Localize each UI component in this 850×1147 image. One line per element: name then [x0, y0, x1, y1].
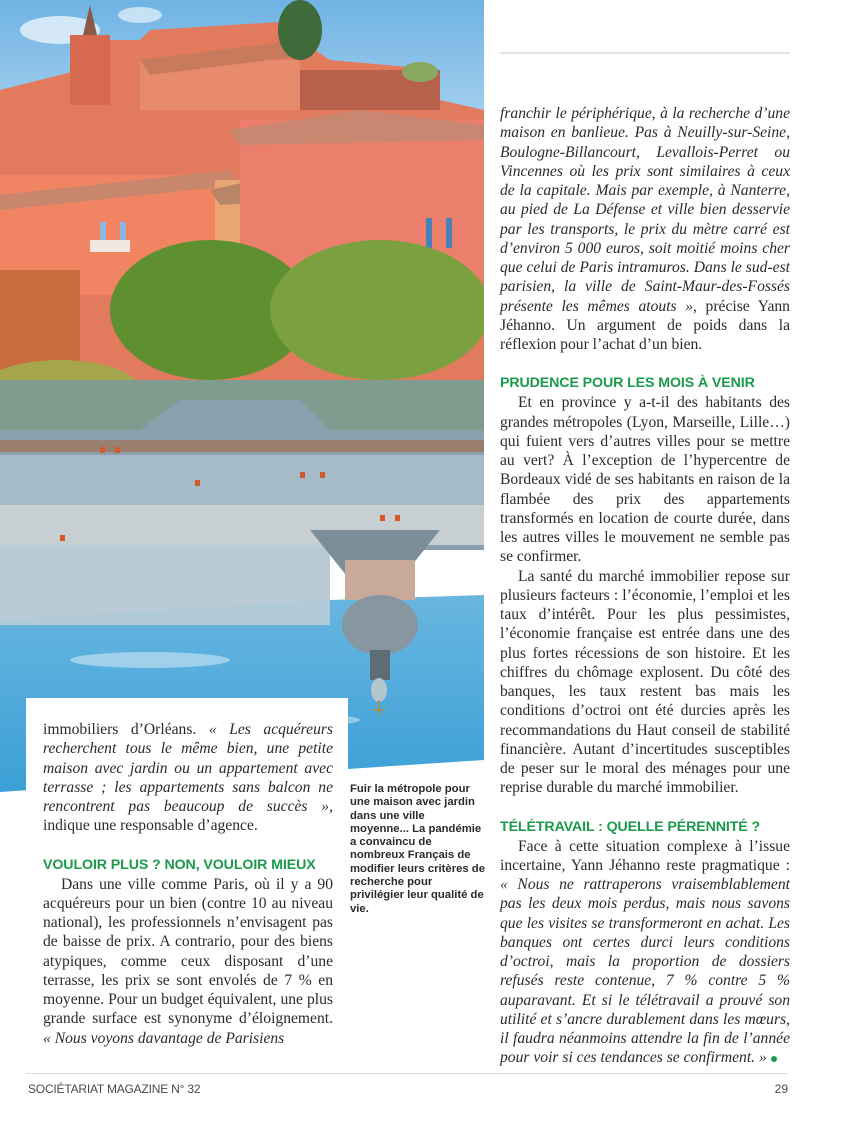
- section-heading: TÉLÉTRAVAIL : QUELLE PÉRENNITÉ ?: [500, 818, 761, 835]
- top-divider: [500, 52, 790, 54]
- page-number: 29: [774, 1082, 788, 1096]
- body-text: Face à cette situation complexe à l’issue incertaine, Yann Jéhanno reste pragmatique :: [500, 837, 790, 874]
- body-text: , indique une responsable d’agence.: [43, 798, 333, 835]
- paragraph: [500, 837, 790, 1068]
- footer-publication: SOCIÉTARIAT MAGAZINE N° 32: [28, 1082, 201, 1096]
- quote-text: « Nous ne rattraperons vraisemblablement pas les deux mois perdus, mais nous savons que les visites se transformeront en achat. Les banques ont certes durci leurs conditions d’octroi, mais la proportion de dossiers refusés reste contenue, 7 % contre 5 % auparavant. Et si le télétravail a prouvé son utilité et s’ancre durablement dans les mœurs, il faudra néanmoins attendre la fin de l’année pour voir si ces tendances se confirment. »: [500, 876, 790, 1067]
- paragraph: La santé du marché immobilier repose sur plusieurs facteurs : l’économie, l’emploi et les taux d’intérêt. Pour les plus pessimistes, l’économie française est entrée dans une des plus fortes récessions de son histoire. Et les chiffres du chômage explosent. Du côté des banques, les taux restent bas mais les conditions d’octroi ont été durcies après les recommandations du Haut conseil de stabilité financière. Autant d’incertitudes susceptibles de peser sur le moral des ménages pour une reprise durable du marché immobilier.: [500, 567, 790, 797]
- paragraph: Et en province y a-t-il des habitants des grandes métropoles (Lyon, Marseille, Lille…) qui fuient vers d’autres villes pour se mettre au vert? À l’exception de l’hypercentre de Bordeaux vidé de ses habitants en raison de la flambée des prix des appartements transformés en location de courte durée, dans les autres villes le mouvement ne semble pas se confirmer.: [500, 394, 790, 566]
- section-heading: VOULOIR PLUS ? NON, VOULOIR MIEUX: [43, 856, 316, 873]
- article-photo: [0, 0, 484, 795]
- quote-text: « Les acquéreurs recherchent tous le même bien, une petite maison avec jardin ou un appartement avec terrasse ; les appartements sans balcon ne rencontrent pas beaucoup de succès »: [43, 721, 333, 815]
- paragraph: [43, 720, 333, 836]
- body-text: , précise Yann Jéhanno. Un argument de poids dans la réflexion pour l’achat d’un bien.: [500, 297, 790, 353]
- quote-text: « Nous voyons davantage de Parisiens: [43, 1029, 285, 1047]
- body-text: immobiliers d’Orléans.: [43, 721, 209, 738]
- paragraph: [43, 875, 333, 1048]
- paragraph: [500, 104, 790, 354]
- body-text: Dans une ville comme Paris, où il y a 90 acquéreurs pour un bien (contre 10 au niveau national), les professionnels n’envisagent pas de baisse de prix. A contrario, pour des biens atypiques, comme ceux disposant d’une terrasse, les prix se sont envolés de 7 % en moyenne. Pour un budget équivalent, une plus grande surface est synonyme d’éloignement.: [43, 875, 333, 1028]
- end-mark-bullet-icon: [771, 1056, 777, 1062]
- right-column: [500, 104, 790, 1068]
- left-column: [43, 720, 333, 1048]
- quote-text: franchir le périphérique, à la recherche d’une maison en banlieue. Pas à Neuilly-sur-Seine, Boulogne-Billancourt, Levallois-Perret ou Vincennes où les prix sont similaires à ceux de la capitale. Mais par exemple, à Nanterre, au pied de La Défense et ville bien desservie par les transports, le prix du mètre carré est d’environ 5 000 euros, soit moitié moins cher que celui de Paris intramuros. Dans le sud-est parisien, la ville de Saint-Maur-des-Fossés présente les mêmes atouts »: [500, 105, 790, 315]
- footer-divider: [26, 1073, 788, 1074]
- photo-caption: Fuir la métropole pour une maison avec jardin dans une ville moyenne... La pandémie a convaincu de nombreux Français de modifier leurs critères de recherche pour privilégier leur qualité de vie.: [350, 783, 485, 915]
- section-heading: PRUDENCE POUR LES MOIS À VENIR: [500, 375, 755, 392]
